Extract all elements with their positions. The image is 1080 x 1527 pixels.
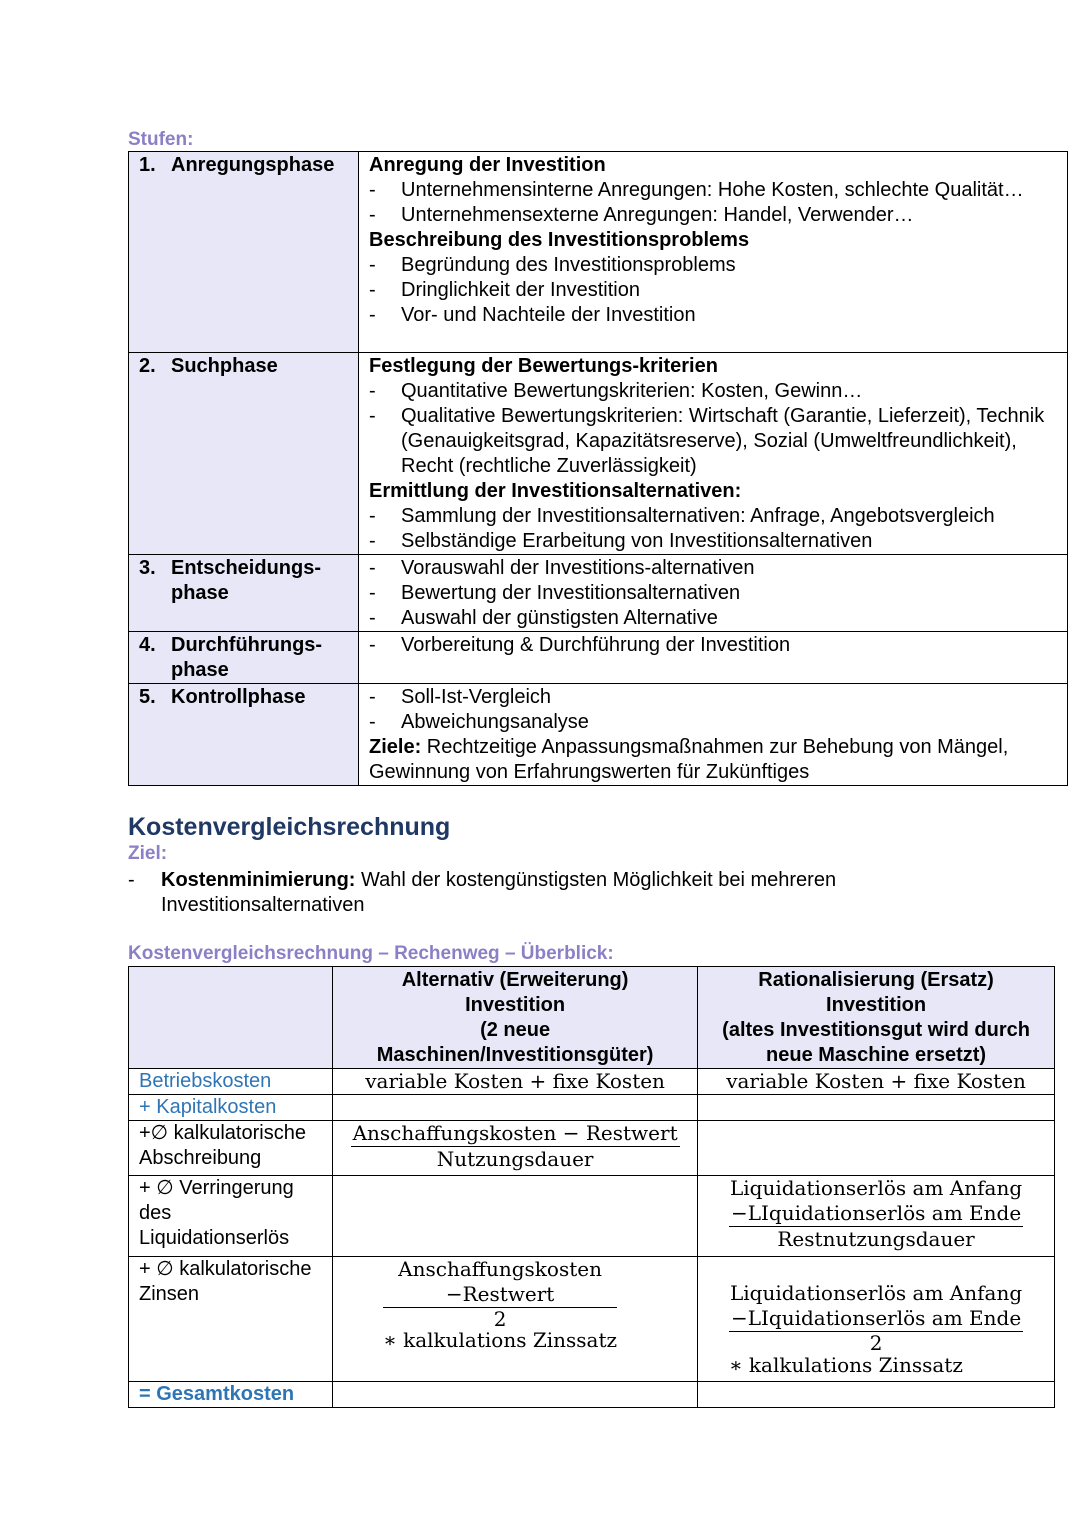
kapitalkosten-alternativ <box>333 1095 698 1121</box>
zinsen-alt-fraction: Anschaffungskosten −Restwert 2 ∗ kalkulations Zinssatz <box>383 1257 618 1352</box>
stage-row <box>129 152 1068 353</box>
stage-content-cell <box>359 152 1068 353</box>
stage-bullet: - Soll-Ist-Vergleich <box>369 686 552 708</box>
stages-heading: Stufen: <box>128 129 194 150</box>
ziel-dash: - <box>128 869 135 891</box>
stage-content-cell <box>359 555 1068 632</box>
gesamtkosten-alternativ <box>333 1382 698 1408</box>
stage-number: 2. <box>139 355 156 377</box>
stage-name: Kontrollphase <box>171 686 306 708</box>
label-gesamtkosten: = Gesamtkosten <box>129 1382 333 1408</box>
zinsen-alternativ <box>333 1257 698 1382</box>
kvr-title: Kostenvergleichsrechnung <box>128 813 451 841</box>
stage-number: 4. <box>139 634 156 656</box>
stage-subheading: Ermittlung der Investitionsalternativen: <box>369 480 742 502</box>
stage-number: 3. <box>139 557 156 579</box>
stages-table <box>128 151 1068 786</box>
stage-bullet: - Selbständige Erarbeitung von Investitionsalternativen <box>369 530 873 552</box>
abschreibung-alternativ <box>333 1121 698 1176</box>
label-zinsen: + ∅ kalkulatorische Zinsen <box>129 1257 333 1382</box>
stage-bullet: - Begründung des Investitionsproblems <box>369 254 736 276</box>
ziel-item <box>128 868 1028 918</box>
abschreibung-fraction: $\frac{\text{Anschaffungskosten − Restwert}}{\text{Nutzungsdauer}}$ <box>352 1121 678 1171</box>
liquidation-fraction: Liquidationserlös am Anfang −LIquidationserlös am Ende Restnutzungsdauer <box>729 1176 1023 1251</box>
stage-name: Suchphase <box>171 355 278 377</box>
row-zinsen <box>129 1257 1055 1382</box>
stage-subheading: Festlegung der Bewertungs-kriterien <box>369 355 718 377</box>
row-liquidation <box>129 1176 1055 1257</box>
label-kapitalkosten: + Kapitalkosten <box>129 1095 333 1121</box>
stage-name-cell <box>129 353 359 555</box>
stage-name: Anregungsphase <box>171 154 335 176</box>
stage-content-cell <box>359 353 1068 555</box>
row-gesamtkosten <box>129 1382 1055 1408</box>
ziel-heading: Ziel: <box>128 843 168 864</box>
stage-name-cell <box>129 632 359 684</box>
stage-bullet: - Unternehmensexterne Anregungen: Handel, Verwender… <box>369 204 914 226</box>
stage-bullet: - Vorbereitung & Durchführung der Investition <box>369 634 791 656</box>
stage-content-cell <box>359 684 1068 786</box>
stage-labeled-text: Ziele: Rechtzeitige Anpassungsmaßnahmen zur Behebung von Mängel, Gewinnung von Erfahrungswerten für Zukünftiges <box>369 736 1009 783</box>
stage-row <box>129 632 1068 684</box>
liquidation-alternativ <box>333 1176 698 1257</box>
stage-subheading: Beschreibung des Investitionsproblems <box>369 229 750 251</box>
stage-number: 1. <box>139 154 156 176</box>
stage-bullet: - Dringlichkeit der Investition <box>369 279 640 301</box>
betriebskosten-rationalisierung: variable Kosten + fixe Kosten <box>698 1069 1055 1095</box>
stage-bullet: - Qualitative Bewertungskriterien: Wirtschaft (Garantie, Lieferzeit), Technik (Genauigkeitsgrad, Kapazitätsreserve), Sozial (Umweltfreundlichkeit), Recht (rechtliche Zuverlässigkeit) <box>369 405 1045 477</box>
stage-row <box>129 555 1068 632</box>
stage-bullet: - Quantitative Bewertungskriterien: Kosten, Gewinn… <box>369 380 863 402</box>
zinsen-rationalisierung <box>698 1257 1055 1382</box>
row-betriebskosten <box>129 1069 1055 1095</box>
stage-row <box>129 353 1068 555</box>
stage-name-cell <box>129 152 359 353</box>
zinsen-rat-fraction: Liquidationserlös am Anfang −LIquidationserlös am Ende 2 ∗ kalkulations Zinssatz <box>728 1281 1023 1377</box>
label-liquidation: + ∅ Verringerung des Liquidationserlös <box>129 1176 333 1257</box>
stage-row <box>129 684 1068 786</box>
stage-name-cell <box>129 555 359 632</box>
stage-subheading: Anregung der Investition <box>369 154 606 176</box>
gesamtkosten-rationalisierung <box>698 1382 1055 1408</box>
ziel-text: Wahl der kostengünstigsten Möglichkeit bei mehreren Investitionsalternativen <box>161 869 837 916</box>
liquidation-rationalisierung <box>698 1176 1055 1257</box>
stage-bullet: - Unternehmensinterne Anregungen: Hohe Kosten, schlechte Qualität… <box>369 179 1024 201</box>
stage-bullet: - Bewertung der Investitionsalternativen <box>369 582 741 604</box>
header-empty-cell <box>129 967 333 1069</box>
row-kapitalkosten <box>129 1095 1055 1121</box>
header-rationalisierung: Rationalisierung (Ersatz) Investition (altes Investitionsgut wird durch neue Maschine ersetzt) <box>698 967 1055 1069</box>
header-alternativ: Alternativ (Erweiterung) Investition (2 neue Maschinen/Investitionsgüter) <box>333 967 698 1069</box>
abschreibung-rationalisierung <box>698 1121 1055 1176</box>
stage-name: Durchführungs-phase <box>171 634 323 681</box>
overview-heading: Kostenvergleichsrechnung – Rechenweg – Überblick: <box>128 943 614 964</box>
cost-header-row <box>129 967 1055 1069</box>
stage-bullet: - Vorauswahl der Investitions-alternativen <box>369 557 755 579</box>
stage-bullet: - Abweichungsanalyse <box>369 711 589 733</box>
stage-number: 5. <box>139 686 156 708</box>
stage-name-cell <box>129 684 359 786</box>
cost-table <box>128 966 1055 1408</box>
row-abschreibung <box>129 1121 1055 1176</box>
stage-bullet: - Vor- und Nachteile der Investition <box>369 304 696 326</box>
stage-bullet: - Auswahl der günstigsten Alternative <box>369 607 718 629</box>
ziel-label: Kostenminimierung: <box>161 869 356 891</box>
stage-bullet: - Sammlung der Investitionsalternativen: Anfrage, Angebotsvergleich <box>369 505 995 527</box>
stage-content-cell <box>359 632 1068 684</box>
stage-name: Entscheidungs-phase <box>171 557 322 604</box>
betriebskosten-alternativ: variable Kosten + fixe Kosten <box>333 1069 698 1095</box>
label-betriebskosten: Betriebskosten <box>129 1069 333 1095</box>
label-abschreibung: +∅ kalkulatorische Abschreibung <box>129 1121 333 1176</box>
kapitalkosten-rationalisierung <box>698 1095 1055 1121</box>
